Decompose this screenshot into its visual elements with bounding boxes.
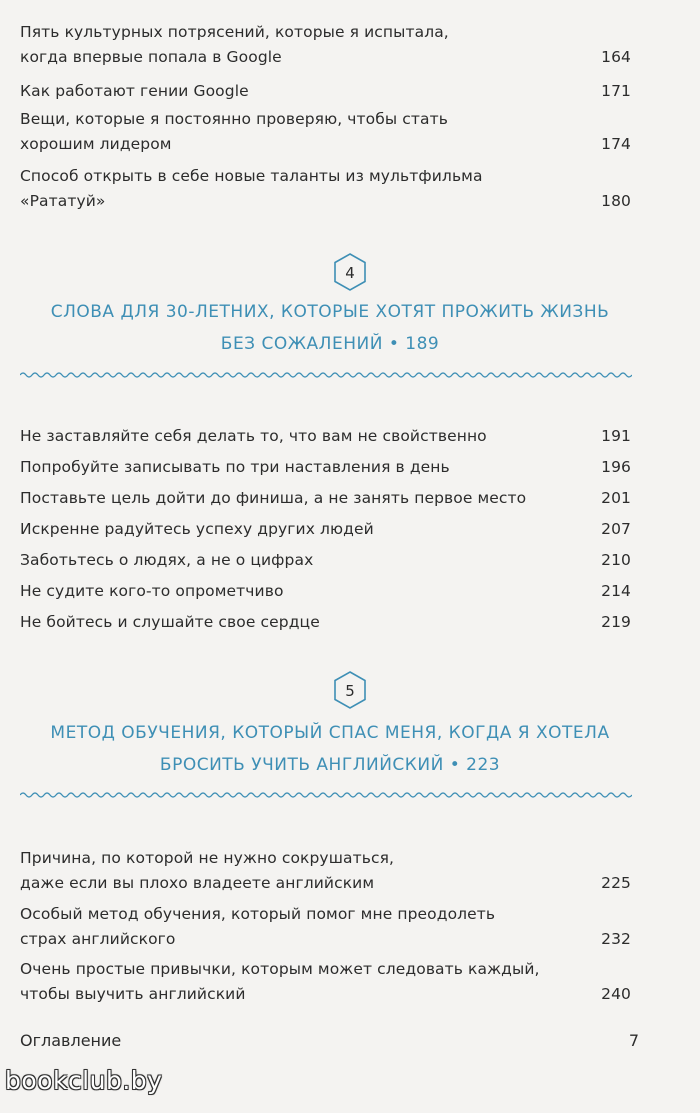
toc-entry[interactable] <box>20 517 631 542</box>
toc-entry-page: 201 <box>601 489 631 507</box>
toc-entry-title: Пять культурных потрясений, которые я испытала, когда впервые попала в Google <box>20 23 449 66</box>
toc-entry-page: 225 <box>601 874 631 892</box>
toc-entry[interactable] <box>20 548 631 573</box>
toc-entry-title: Попробуйте записывать по три наставления в день <box>20 458 450 476</box>
wavy-divider <box>20 790 632 800</box>
toc-entry-title: Вещи, которые я постоянно проверяю, чтобы стать хорошим лидером <box>20 110 448 153</box>
chapter-title[interactable]: МЕТОД ОБУЧЕНИЯ, КОТОРЫЙ СПАС МЕНЯ, КОГДА Я ХОТЕЛА БРОСИТЬ УЧИТЬ АНГЛИЙСКИЙ • 223 <box>50 723 610 775</box>
toc-entry-title: Оглавление <box>20 1031 122 1050</box>
toc-entry-title: Причина, по которой не нужно сокрушаться, даже если вы плохо владеете английским <box>20 849 395 892</box>
toc-entry-title: Не бойтесь и слушайте свое сердце <box>20 613 320 631</box>
toc-entry-contents[interactable] <box>20 1028 639 1054</box>
toc-entry-page: 214 <box>601 582 631 600</box>
toc-entry[interactable] <box>20 107 631 157</box>
hexagon-icon <box>332 670 368 710</box>
chapter-number-badge <box>0 252 700 292</box>
toc-entry[interactable] <box>20 79 631 104</box>
toc-entry-title: Очень простые привычки, которым может следовать каждый, чтобы выучить английский <box>20 960 540 1003</box>
toc-entry-title: Заботьтесь о людях, а не о цифрах <box>20 551 314 569</box>
toc-entry[interactable] <box>20 20 631 70</box>
toc-entry-page: 171 <box>601 82 631 100</box>
wavy-divider <box>20 370 632 380</box>
toc-entry-title: Не судите кого-то опрометчиво <box>20 582 284 600</box>
toc-entry-page: 7 <box>628 1031 639 1050</box>
toc-entry-page: 219 <box>601 613 631 631</box>
watermark-logo: bookclub.by <box>5 1066 163 1095</box>
toc-entry-title: Особый метод обучения, который помог мне преодолеть страх английского <box>20 905 496 948</box>
toc-entry-page: 164 <box>601 48 631 66</box>
chapter-number: 4 <box>345 264 355 282</box>
hexagon-icon <box>332 252 368 292</box>
chapter-number: 5 <box>345 682 355 700</box>
toc-entry[interactable] <box>20 610 631 635</box>
toc-entry-title: Искренне радуйтесь успеху других людей <box>20 520 374 538</box>
toc-entry[interactable] <box>20 455 631 480</box>
toc-entry-page: 240 <box>601 985 631 1003</box>
chapter-number-badge <box>0 670 700 710</box>
toc-entry-title: Поставьте цель дойти до финиша, а не занять первое место <box>20 489 527 507</box>
toc-entry-page: 207 <box>601 520 631 538</box>
toc-entry[interactable] <box>20 579 631 604</box>
toc-entry[interactable] <box>20 486 631 511</box>
toc-entry[interactable] <box>20 424 631 449</box>
toc-entry[interactable] <box>20 164 631 214</box>
toc-entry[interactable] <box>20 846 631 896</box>
toc-entry-title: Не заставляйте себя делать то, что вам не свойственно <box>20 427 487 445</box>
toc-entry[interactable] <box>20 902 631 952</box>
chapter-title[interactable]: СЛОВА ДЛЯ 30-ЛЕТНИХ, КОТОРЫЕ ХОТЯТ ПРОЖИТЬ ЖИЗНЬ БЕЗ СОЖАЛЕНИЙ • 189 <box>50 302 610 354</box>
toc-entry-page: 191 <box>601 427 631 445</box>
toc-entry-title: Как работают гении Google <box>20 82 249 100</box>
toc-entry-title: Способ открыть в себе новые таланты из мультфильма «Рататуй» <box>20 167 483 210</box>
toc-entry[interactable] <box>20 957 631 1007</box>
toc-entry-page: 210 <box>601 551 631 569</box>
toc-entry-page: 180 <box>601 192 631 210</box>
toc-entry-page: 196 <box>601 458 631 476</box>
toc-entry-page: 232 <box>601 930 631 948</box>
toc-entry-page: 174 <box>601 135 631 153</box>
